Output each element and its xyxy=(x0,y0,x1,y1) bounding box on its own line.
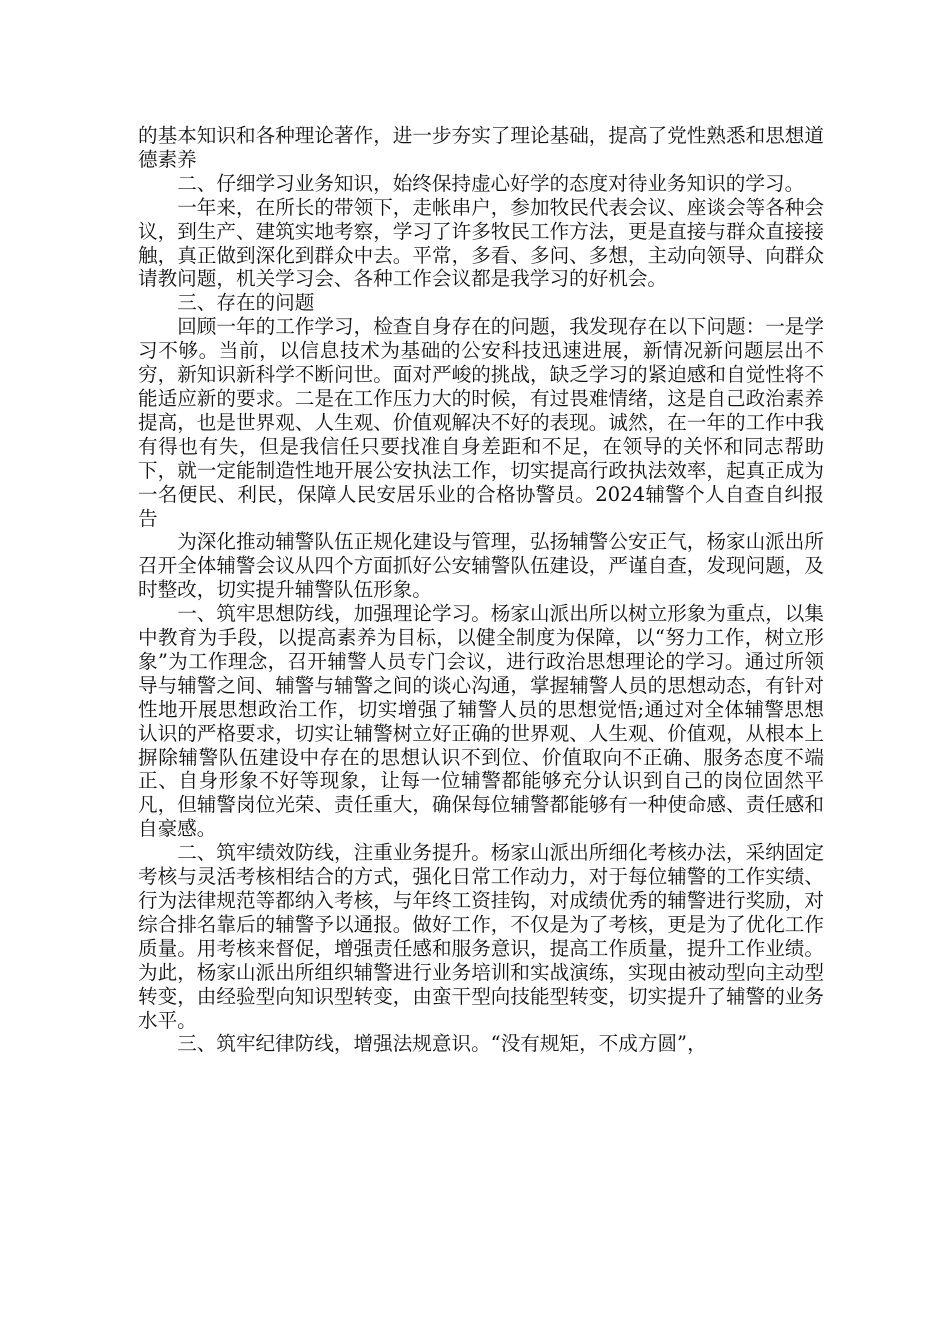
paragraph-3: 一年来，在所长的带领下，走帐串户，参加牧民代表会议、座谈会等各种会议，到生产、建筑实地考察，学习了许多牧民工作方法，更是直接与群众直接接触，真正做到深化到群众中去。平常，多看、多问、多想，主动向领导、向群众请教问题，机关学习会、各种工作会议都是我学习的好机会。 xyxy=(138,195,824,291)
paragraph-4: 三、存在的问题 xyxy=(177,291,315,315)
paragraph-1: 的基本知识和各种理论著作，进一步夯实了理论基础，提高了党性熟悉和思想道德素养 xyxy=(138,124,824,171)
paragraph-6: 为深化推动辅警队伍正规化建设与管理，弘扬辅警公安正气，杨家山派出所召开全体辅警会议从四个方面抓好公安辅警队伍建设，严谨自查，发现问题，及时整改，切实提升辅警队伍形象。 xyxy=(138,530,824,602)
paragraph-5: 回顾一年的工作学习，检查自身存在的问题，我发现存在以下问题：一是学习不够。当前，以信息技术为基础的公安科技迅速进展，新情况新问题层出不穷，新知识新科学不断问世。面对严峻的挑战，缺乏学习的紧迫感和自觉性将不能适应新的要求。二是在工作压力大的时候，有过畏难情绪，这是自己政治素养提高，也是世界观、人生观、价值观解决不好的表现。诚然，在一年的工作中我有得也有失，但是我信任只要找准自身差距和不足，在领导的关怀和同志帮助下，就一定能制造性地开展公安执法工作，切实提高行政执法效率，起真正成为一名便民、利民，保障人民安居乐业的合格协警员。2024辅警个人自查自纠报告 xyxy=(138,315,824,530)
paragraph-9: 三、筑牢纪律防线，增强法规意识。“没有规矩，不成方圆”， xyxy=(177,1032,707,1056)
paragraph-2: 二、仔细学习业务知识，始终保持虚心好学的态度对待业务知识的学习。 xyxy=(177,171,805,195)
document-body xyxy=(138,124,824,1056)
paragraph-7: 一、筑牢思想防线，加强理论学习。杨家山派出所以树立形象为重点，以集中教育为手段，以提高素养为目标，以健全制度为保障，以“努力工作，树立形象”为工作理念，召开辅警人员专门会议，进行政治思想理论的学习。通过所领导与辅警之间、辅警与辅警之间的谈心沟通，掌握辅警人员的思想动态，有针对性地开展思想政治工作，切实增强了辅警人员的思想觉悟;通过对全体辅警思想认识的严格要求，切实让辅警树立好正确的世界观、人生观、价值观，从根本上摒除辅警队伍建设中存在的思想认识不到位、价值取向不正确、服务态度不端正、自身形象不好等现象，让每一位辅警都能够充分认识到自己的岗位固然平凡，但辅警岗位光荣、责任重大，确保每位辅警都能够有一种使命感、责任感和自豪感。 xyxy=(138,602,824,841)
paragraph-8: 二、筑牢绩效防线，注重业务提升。杨家山派出所细化考核办法，采纳固定考核与灵活考核相结合的方式，强化日常工作动力，对于每位辅警的工作实绩、行为法律规范等都纳入考核，与年终工资挂钩，对成绩优秀的辅警进行奖励，对综合排名靠后的辅警予以通报。做好工作，不仅是为了考核，更是为了优化工作质量。用考核来督促，增强责任感和服务意识，提高工作质量，提升工作业绩。为此，杨家山派出所组织辅警进行业务培训和实战演练，实现由被动型向主动型转变，由经验型向知识型转变，由蛮干型向技能型转变，切实提升了辅警的业务水平。 xyxy=(138,841,824,1032)
